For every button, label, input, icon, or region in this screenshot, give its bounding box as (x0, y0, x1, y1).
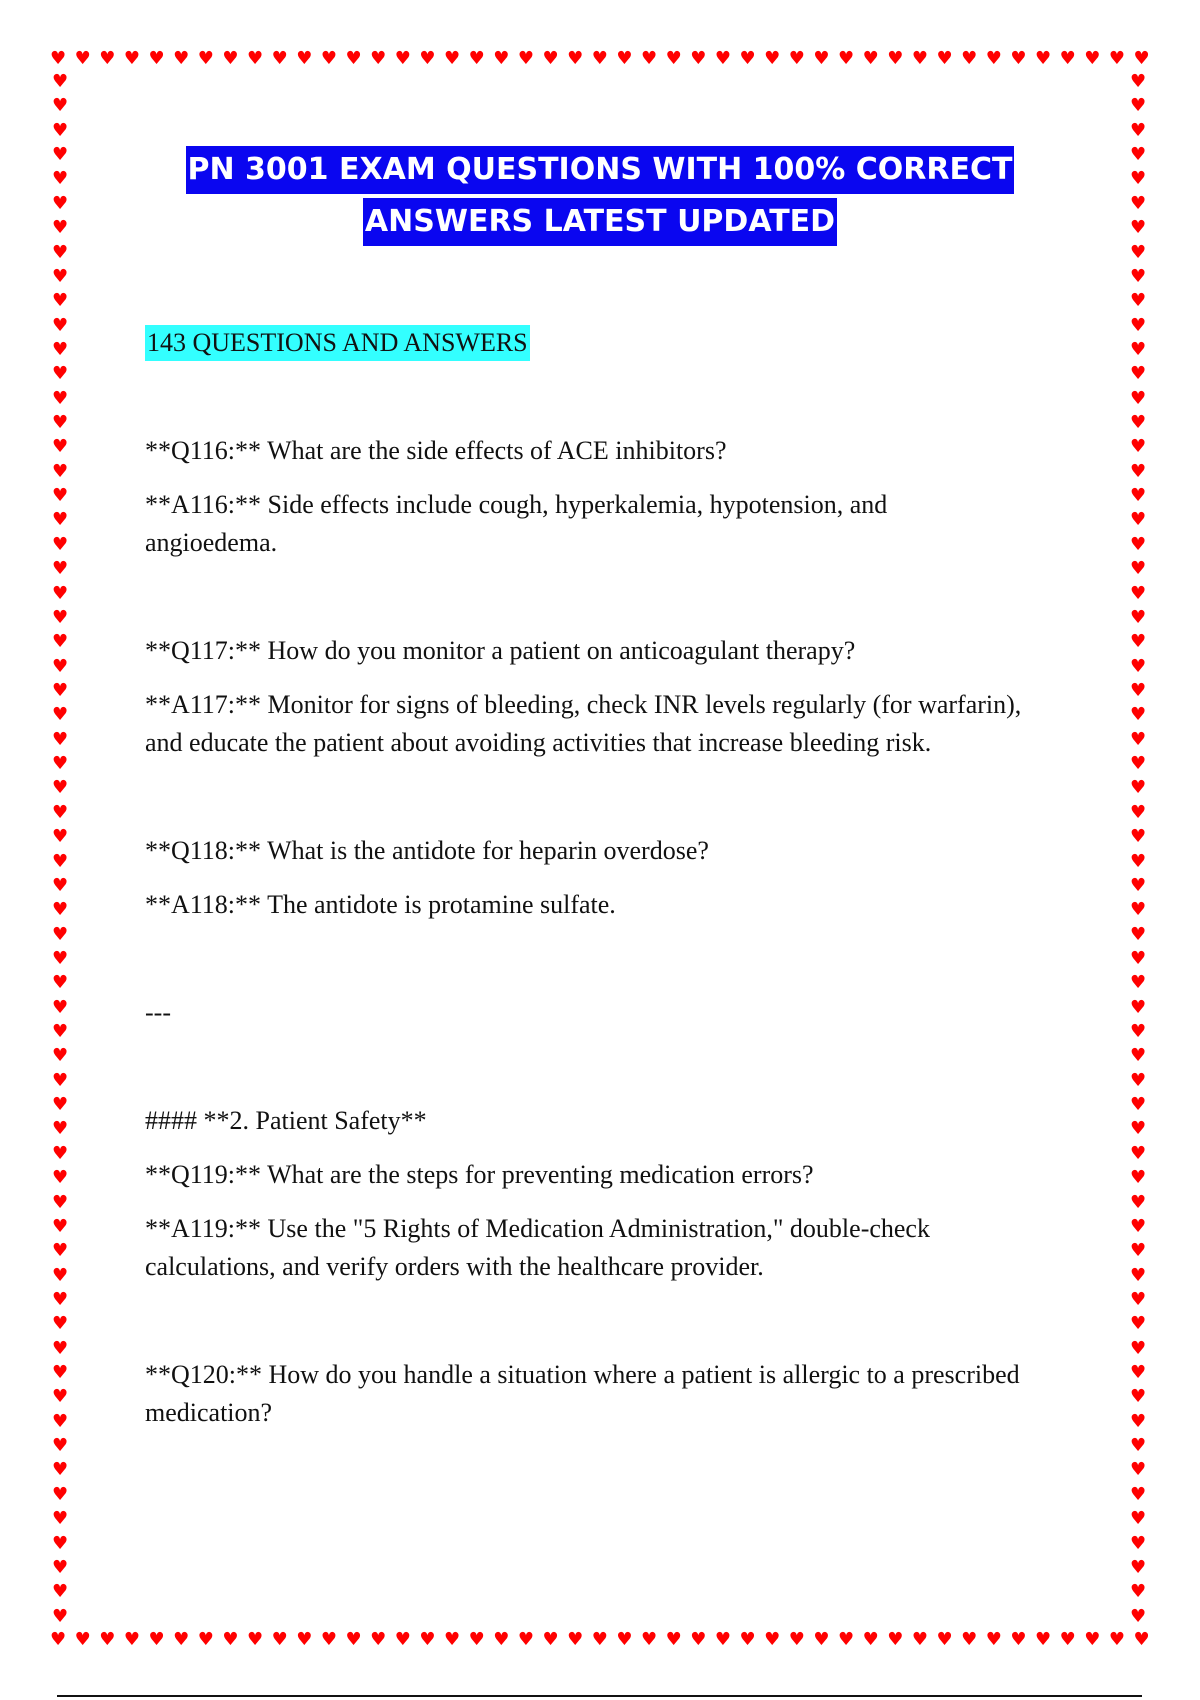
heart-icon: ♥ (1130, 460, 1147, 482)
page-bottom-rule (57, 1695, 1142, 1697)
heart-icon: ♥ (52, 631, 69, 653)
heart-icon: ♥ (591, 48, 608, 69)
heart-icon: ♥ (1130, 241, 1147, 263)
heart-icon: ♥ (52, 412, 69, 434)
heart-icon: ♥ (173, 1629, 190, 1650)
heart-icon: ♥ (911, 1629, 929, 1650)
heart-icon: ♥ (887, 48, 904, 69)
heart-icon: ♥ (52, 363, 69, 385)
heart-icon: ♥ (52, 1021, 69, 1043)
heart-icon: ♥ (52, 192, 69, 214)
heart-icon: ♥ (542, 48, 559, 69)
heart-icon: ♥ (52, 899, 69, 921)
heart-icon: ♥ (1130, 1556, 1147, 1578)
heart-icon: ♥ (468, 48, 485, 69)
question-text: **Q120:** How do you handle a situation where a patient is allergic to a prescribed medication? (145, 1360, 1020, 1427)
heart-icon: ♥ (1130, 1240, 1147, 1262)
heart-icon: ♥ (394, 1629, 411, 1650)
heart-icon: ♥ (838, 48, 855, 69)
heart-icon: ♥ (1130, 1532, 1147, 1554)
heart-icon: ♥ (52, 1410, 69, 1432)
heart-icon: ♥ (1130, 192, 1147, 214)
heart-icon: ♥ (591, 1629, 608, 1650)
heart-icon: ♥ (1130, 728, 1147, 750)
heart-icon: ♥ (52, 217, 69, 239)
heart-icon: ♥ (52, 1045, 69, 1067)
heart-icon: ♥ (764, 1629, 781, 1650)
heart-icon: ♥ (52, 338, 69, 360)
heart-icon: ♥ (345, 48, 362, 69)
heart-border-left (52, 72, 68, 1627)
heart-icon: ♥ (1130, 314, 1147, 336)
heart-icon: ♥ (1130, 119, 1147, 141)
heart-icon: ♥ (911, 48, 929, 69)
heart-border-top (50, 49, 1150, 69)
heart-icon: ♥ (52, 436, 69, 458)
question-text: **Q117:** How do you monitor a patient on anticoagulant therapy? (145, 636, 856, 665)
heart-icon: ♥ (690, 1629, 707, 1650)
heart-icon: ♥ (813, 48, 830, 69)
answer-text: **A118:** The antidote is protamine sulfate. (145, 890, 616, 919)
heart-icon: ♥ (1130, 874, 1147, 896)
heart-icon: ♥ (52, 119, 69, 141)
answer-text: **A119:** Use the "5 Rights of Medication Administration," double-check calculations, and verify orders with the healthcare provider. (145, 1214, 930, 1281)
heart-icon: ♥ (1130, 1094, 1147, 1116)
heart-icon: ♥ (296, 48, 313, 69)
heart-icon: ♥ (148, 48, 165, 69)
heart-icon: ♥ (788, 48, 805, 69)
heart-icon: ♥ (52, 1435, 69, 1457)
heart-icon: ♥ (52, 1459, 69, 1481)
heart-icon: ♥ (52, 996, 69, 1018)
heart-icon: ♥ (1130, 1118, 1147, 1140)
heart-icon: ♥ (641, 48, 658, 69)
heart-icon: ♥ (1130, 826, 1147, 848)
heart-icon: ♥ (1130, 533, 1147, 555)
heart-icon: ♥ (52, 1240, 69, 1262)
heart-icon: ♥ (1130, 1581, 1147, 1603)
heart-icon: ♥ (52, 1362, 69, 1384)
heart-icon: ♥ (247, 1629, 264, 1650)
heart-icon: ♥ (419, 1629, 436, 1650)
heart-icon: ♥ (52, 533, 69, 555)
heart-icon: ♥ (1130, 753, 1147, 775)
heart-icon: ♥ (148, 1629, 165, 1650)
answer-text: **A117:** Monitor for signs of bleeding, check INR levels regularly (for warfarin), and educate the patient about avoiding activities that increase bleeding risk. (145, 690, 1022, 757)
heart-icon: ♥ (1130, 1410, 1147, 1432)
heart-icon: ♥ (52, 972, 69, 994)
heart-icon: ♥ (1130, 1483, 1147, 1505)
heart-icon: ♥ (1130, 1508, 1147, 1530)
heart-icon: ♥ (1010, 1629, 1027, 1650)
heart-icon: ♥ (1010, 48, 1027, 69)
heart-icon: ♥ (52, 1118, 69, 1140)
heart-icon: ♥ (52, 679, 69, 701)
heart-icon: ♥ (222, 1629, 239, 1650)
heart-icon: ♥ (493, 1629, 510, 1650)
heart-icon: ♥ (862, 48, 879, 69)
heart-icon: ♥ (52, 509, 69, 531)
heart-icon: ♥ (123, 1629, 141, 1650)
heart-icon: ♥ (1130, 679, 1147, 701)
heart-icon: ♥ (1130, 71, 1147, 92)
heart-icon: ♥ (52, 558, 69, 580)
heart-icon: ♥ (52, 314, 69, 336)
question-count-label: 143 QUESTIONS AND ANSWERS (145, 325, 530, 361)
heart-icon: ♥ (961, 48, 978, 69)
heart-icon: ♥ (52, 1167, 69, 1189)
heart-icon: ♥ (52, 485, 69, 507)
heart-icon: ♥ (1130, 923, 1147, 945)
heart-icon: ♥ (1130, 631, 1147, 653)
heart-icon: ♥ (1130, 1069, 1147, 1091)
heart-icon: ♥ (1130, 1045, 1147, 1067)
heart-icon: ♥ (1130, 95, 1147, 117)
heart-icon: ♥ (1130, 972, 1147, 994)
heart-icon: ♥ (52, 947, 69, 969)
heart-border-right (1130, 72, 1146, 1627)
heart-icon: ♥ (99, 1629, 116, 1650)
heart-icon: ♥ (197, 48, 214, 69)
heart-icon: ♥ (1130, 777, 1147, 799)
heart-icon: ♥ (1130, 1337, 1147, 1359)
heart-icon: ♥ (74, 48, 91, 69)
heart-icon: ♥ (838, 1629, 855, 1650)
heart-icon: ♥ (52, 582, 69, 604)
heart-icon: ♥ (1130, 1605, 1147, 1627)
heart-icon: ♥ (1130, 1386, 1147, 1408)
heart-icon: ♥ (52, 606, 69, 628)
heart-icon: ♥ (99, 48, 116, 69)
heart-icon: ♥ (468, 1629, 485, 1650)
heart-icon: ♥ (1130, 1142, 1147, 1164)
heart-icon: ♥ (444, 1629, 461, 1650)
heart-icon: ♥ (1130, 290, 1147, 312)
heart-icon: ♥ (1130, 704, 1147, 726)
heart-icon: ♥ (493, 48, 510, 69)
heart-icon: ♥ (123, 48, 141, 69)
heart-icon: ♥ (1130, 1313, 1147, 1335)
heart-icon: ♥ (1130, 436, 1147, 458)
heart-icon: ♥ (1130, 996, 1147, 1018)
heart-icon: ♥ (1130, 899, 1147, 921)
heart-icon: ♥ (1133, 48, 1150, 69)
heart-icon: ♥ (52, 460, 69, 482)
heart-icon: ♥ (52, 1264, 69, 1286)
heart-icon: ♥ (1130, 144, 1147, 166)
heart-icon: ♥ (222, 48, 239, 69)
heart-icon: ♥ (52, 1532, 69, 1554)
heart-icon: ♥ (1130, 1191, 1147, 1213)
document-title (100, 146, 1100, 246)
heart-icon: ♥ (567, 48, 584, 69)
heart-icon: ♥ (739, 48, 756, 69)
heart-icon: ♥ (52, 923, 69, 945)
heart-icon: ♥ (1130, 850, 1147, 872)
heart-icon: ♥ (52, 241, 69, 263)
heart-icon: ♥ (1084, 1629, 1101, 1650)
heart-icon: ♥ (961, 1629, 978, 1650)
heart-icon: ♥ (1130, 217, 1147, 239)
heart-icon: ♥ (714, 1629, 732, 1650)
heart-icon: ♥ (1130, 387, 1147, 409)
heart-icon: ♥ (271, 48, 288, 69)
heart-icon: ♥ (320, 48, 338, 69)
heart-icon: ♥ (52, 95, 69, 117)
heart-icon: ♥ (52, 801, 69, 823)
heart-icon: ♥ (862, 1629, 879, 1650)
title-line-2: ANSWERS LATEST UPDATED (363, 198, 837, 246)
heart-icon: ♥ (1130, 412, 1147, 434)
heart-icon: ♥ (665, 1629, 682, 1650)
heart-icon: ♥ (52, 1508, 69, 1530)
heart-border-bottom (50, 1630, 1150, 1650)
heart-icon: ♥ (1133, 1629, 1150, 1650)
heart-icon: ♥ (52, 777, 69, 799)
heart-icon: ♥ (1130, 1362, 1147, 1384)
heart-icon: ♥ (52, 1581, 69, 1603)
heart-icon: ♥ (567, 1629, 584, 1650)
heart-icon: ♥ (739, 1629, 756, 1650)
heart-icon: ♥ (296, 1629, 313, 1650)
title-line-1: PN 3001 EXAM QUESTIONS WITH 100% CORRECT (186, 146, 1015, 194)
heart-icon: ♥ (247, 48, 264, 69)
heart-icon: ♥ (1130, 801, 1147, 823)
heart-icon: ♥ (1130, 1288, 1147, 1310)
question-text: **Q118:** What is the antidote for heparin overdose? (145, 836, 709, 865)
heart-icon: ♥ (52, 655, 69, 677)
heart-icon: ♥ (985, 1629, 1002, 1650)
heart-icon: ♥ (1130, 1215, 1147, 1237)
heart-icon: ♥ (1130, 558, 1147, 580)
heart-icon: ♥ (52, 850, 69, 872)
heart-icon: ♥ (813, 1629, 830, 1650)
heart-icon: ♥ (370, 48, 387, 69)
heart-icon: ♥ (1130, 509, 1147, 531)
heart-icon: ♥ (985, 48, 1002, 69)
heart-icon: ♥ (370, 1629, 387, 1650)
heart-icon: ♥ (616, 1629, 633, 1650)
heart-icon: ♥ (52, 265, 69, 287)
heart-icon: ♥ (1108, 1629, 1126, 1650)
heart-icon: ♥ (1035, 1629, 1052, 1650)
question-text: **Q119:** What are the steps for preventing medication errors? (145, 1160, 814, 1189)
heart-icon: ♥ (1130, 1167, 1147, 1189)
heart-icon: ♥ (542, 1629, 559, 1650)
heart-icon: ♥ (936, 48, 953, 69)
heart-icon: ♥ (394, 48, 411, 69)
heart-icon: ♥ (52, 1288, 69, 1310)
heart-icon: ♥ (173, 48, 190, 69)
heart-icon: ♥ (320, 1629, 338, 1650)
heart-icon: ♥ (52, 71, 69, 92)
heart-icon: ♥ (444, 48, 461, 69)
heart-icon: ♥ (1130, 1459, 1147, 1481)
heart-icon: ♥ (52, 753, 69, 775)
heart-icon: ♥ (641, 1629, 658, 1650)
heart-icon: ♥ (52, 728, 69, 750)
document-body (145, 324, 1025, 1432)
heart-icon: ♥ (1130, 582, 1147, 604)
heart-icon: ♥ (1130, 655, 1147, 677)
heart-icon: ♥ (52, 1215, 69, 1237)
heart-icon: ♥ (887, 1629, 904, 1650)
heart-icon: ♥ (52, 874, 69, 896)
heart-icon: ♥ (1130, 485, 1147, 507)
heart-icon: ♥ (52, 1337, 69, 1359)
heart-icon: ♥ (419, 48, 436, 69)
heart-icon: ♥ (52, 1094, 69, 1116)
heart-icon: ♥ (1130, 606, 1147, 628)
heart-icon: ♥ (345, 1629, 362, 1650)
heart-icon: ♥ (52, 704, 69, 726)
heart-icon: ♥ (1084, 48, 1101, 69)
heart-icon: ♥ (52, 1191, 69, 1213)
section-heading: #### **2. Patient Safety** (145, 1106, 427, 1135)
heart-icon: ♥ (936, 1629, 953, 1650)
heart-icon: ♥ (1059, 48, 1076, 69)
heart-icon: ♥ (52, 1556, 69, 1578)
heart-icon: ♥ (1130, 1435, 1147, 1457)
heart-icon: ♥ (52, 387, 69, 409)
heart-icon: ♥ (52, 1386, 69, 1408)
heart-icon: ♥ (690, 48, 707, 69)
heart-icon: ♥ (271, 1629, 288, 1650)
heart-icon: ♥ (52, 1069, 69, 1091)
heart-icon: ♥ (52, 826, 69, 848)
heart-icon: ♥ (1035, 48, 1052, 69)
heart-icon: ♥ (52, 290, 69, 312)
heart-icon: ♥ (52, 1142, 69, 1164)
heart-icon: ♥ (1130, 338, 1147, 360)
heart-icon: ♥ (665, 48, 682, 69)
heart-icon: ♥ (52, 1483, 69, 1505)
heart-icon: ♥ (764, 48, 781, 69)
heart-icon: ♥ (616, 48, 633, 69)
heart-icon: ♥ (52, 144, 69, 166)
heart-icon: ♥ (517, 48, 535, 69)
heart-icon: ♥ (1130, 1021, 1147, 1043)
heart-icon: ♥ (1130, 363, 1147, 385)
heart-icon: ♥ (1130, 265, 1147, 287)
heart-icon: ♥ (50, 48, 67, 69)
question-text: **Q116:** What are the side effects of ACE inhibitors? (145, 436, 727, 465)
heart-icon: ♥ (50, 1629, 67, 1650)
section-separator: --- (145, 998, 171, 1027)
heart-icon: ♥ (52, 1605, 69, 1627)
heart-icon: ♥ (52, 1313, 69, 1335)
heart-icon: ♥ (1130, 947, 1147, 969)
heart-icon: ♥ (1059, 1629, 1076, 1650)
answer-text: **A116:** Side effects include cough, hyperkalemia, hypotension, and angioedema. (145, 490, 888, 557)
heart-icon: ♥ (197, 1629, 214, 1650)
heart-icon: ♥ (714, 48, 732, 69)
heart-icon: ♥ (52, 168, 69, 190)
heart-icon: ♥ (517, 1629, 535, 1650)
heart-icon: ♥ (1130, 1264, 1147, 1286)
heart-icon: ♥ (1108, 48, 1126, 69)
heart-icon: ♥ (1130, 168, 1147, 190)
heart-icon: ♥ (788, 1629, 805, 1650)
heart-icon: ♥ (74, 1629, 91, 1650)
